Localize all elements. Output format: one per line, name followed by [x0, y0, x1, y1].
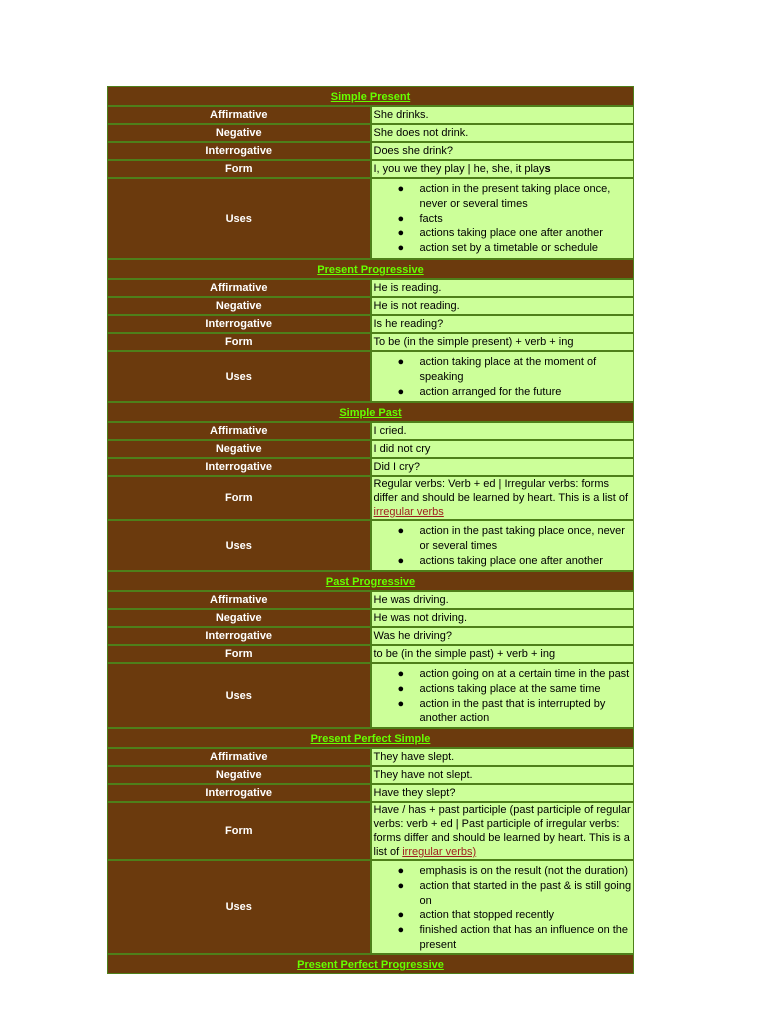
uses-item: ● action in the past that is interrupted by another action — [397, 697, 606, 725]
form-text: Regular verbs: Verb + ed | Irregular verbs: forms differ and should be learned by heart. This is a list of — [373, 478, 629, 504]
interrogative-value: Did I cry? — [371, 458, 635, 476]
affirmative-value: He was driving. — [371, 591, 635, 609]
affirmative-value: She drinks. — [371, 106, 635, 124]
irregular-verbs-link[interactable]: irregular verbs) — [402, 846, 477, 858]
affirmative-value: They have slept. — [371, 748, 635, 766]
uses-item: ● action going on at a certain time in the past — [397, 668, 630, 680]
form-label: Form — [107, 160, 371, 178]
uses-label: Uses — [107, 178, 371, 259]
uses-label: Uses — [107, 860, 371, 954]
bullet-icon: ● — [397, 554, 405, 567]
uses-item: ● facts — [397, 212, 443, 225]
section-title-row — [107, 259, 634, 279]
section-title-link[interactable]: Past Progressive — [325, 576, 416, 588]
uses-item: ● action that started in the past & is still going on — [397, 879, 632, 907]
interrogative-value: Does she drink? — [371, 142, 635, 160]
uses-value — [371, 178, 635, 259]
bullet-icon: ● — [397, 865, 405, 877]
bullet-icon: ● — [397, 227, 405, 240]
interrogative-label: Interrogative — [107, 458, 371, 476]
uses-item: ● action that stopped recently — [397, 909, 555, 922]
negative-value: He was not driving. — [371, 609, 635, 627]
interrogative-label: Interrogative — [107, 627, 371, 645]
section-title-row — [107, 86, 634, 106]
negative-value: They have not slept. — [371, 766, 635, 784]
uses-item: ● action in the past taking place once, never or several times — [397, 525, 625, 552]
uses-item: ● action set by a timetable or schedule — [397, 242, 599, 255]
bullet-icon: ● — [397, 924, 405, 937]
interrogative-label: Interrogative — [107, 142, 371, 160]
section-title-row — [107, 954, 634, 974]
affirmative-label: Affirmative — [107, 748, 371, 766]
affirmative-value: He is reading. — [371, 279, 635, 297]
interrogative-value: Was he driving? — [371, 627, 635, 645]
uses-list — [374, 864, 634, 953]
bullet-icon: ● — [397, 356, 405, 368]
uses-value — [371, 860, 635, 954]
uses-label: Uses — [107, 520, 371, 571]
bullet-icon: ● — [397, 525, 405, 537]
form-bold-ending: s — [544, 163, 551, 175]
affirmative-label: Affirmative — [107, 279, 371, 297]
uses-label: Uses — [107, 351, 371, 402]
uses-item: ● actions taking place one after another — [397, 554, 603, 567]
bullet-icon: ● — [397, 183, 405, 195]
negative-label: Negative — [107, 440, 371, 458]
form-label: Form — [107, 645, 371, 663]
section-title-row — [107, 402, 634, 422]
bullet-icon: ● — [397, 697, 405, 710]
affirmative-label: Affirmative — [107, 106, 371, 124]
uses-item: ● actions taking place at the same time — [397, 682, 601, 695]
negative-label: Negative — [107, 124, 371, 142]
negative-label: Negative — [107, 297, 371, 315]
section-title-link[interactable]: Simple Past — [339, 407, 402, 419]
uses-list — [374, 667, 634, 726]
interrogative-value: Is he reading? — [371, 315, 635, 333]
uses-list — [374, 355, 634, 399]
bullet-icon: ● — [397, 212, 405, 225]
uses-label: Uses — [107, 663, 371, 728]
uses-value — [371, 663, 635, 728]
uses-list — [374, 182, 634, 256]
section-title-link[interactable]: Simple Present — [330, 91, 411, 103]
interrogative-label: Interrogative — [107, 784, 371, 802]
negative-label: Negative — [107, 766, 371, 784]
uses-item: ● action taking place at the moment of speaking — [397, 356, 597, 383]
uses-value — [371, 520, 635, 571]
irregular-verbs-link[interactable]: irregular verbs — [373, 506, 444, 518]
bullet-icon: ● — [397, 682, 405, 695]
interrogative-label: Interrogative — [107, 315, 371, 333]
uses-item: ● action in the present taking place once, never or several times — [397, 183, 611, 210]
form-value: To be (in the simple present) + verb + ing — [371, 333, 635, 351]
form-text: I, you we they play | he, she, it play — [373, 163, 545, 175]
affirmative-value: I cried. — [371, 422, 635, 440]
interrogative-value: Have they slept? — [371, 784, 635, 802]
tenses-sheet — [107, 86, 634, 974]
bullet-icon: ● — [397, 385, 405, 398]
uses-list — [374, 524, 634, 568]
negative-value: He is not reading. — [371, 297, 635, 315]
section-title-row — [107, 728, 634, 748]
section-title-link[interactable]: Present Perfect Progressive — [297, 958, 444, 971]
form-label: Form — [107, 476, 371, 520]
bullet-icon: ● — [397, 242, 405, 255]
bullet-icon: ● — [397, 909, 405, 922]
form-value — [371, 476, 635, 520]
tenses-table — [107, 86, 634, 974]
form-value — [371, 160, 635, 178]
form-label: Form — [107, 802, 371, 860]
form-value: to be (in the simple past) + verb + ing — [371, 645, 635, 663]
uses-item: ● emphasis is on the result (not the duration) — [397, 865, 629, 877]
negative-value: I did not cry — [371, 440, 635, 458]
form-label: Form — [107, 333, 371, 351]
form-text: Have / has + past participle (past participle of regular verbs: verb + ed | Past participle of irregular verbs: forms differ and should be learned by heart. This is a list of — [373, 804, 631, 858]
affirmative-label: Affirmative — [107, 422, 371, 440]
form-value — [371, 802, 635, 860]
bullet-icon: ● — [397, 879, 405, 892]
section-title-link[interactable]: Present Progressive — [317, 264, 424, 276]
affirmative-label: Affirmative — [107, 591, 371, 609]
section-title-link[interactable]: Present Perfect Simple — [310, 733, 431, 745]
uses-value — [371, 351, 635, 402]
uses-item: ● finished action that has an influence on the present — [397, 924, 629, 951]
negative-value: She does not drink. — [371, 124, 635, 142]
uses-item: ● actions taking place one after another — [397, 227, 603, 240]
negative-label: Negative — [107, 609, 371, 627]
bullet-icon: ● — [397, 668, 405, 680]
section-title-row — [107, 571, 634, 591]
uses-item: ● action arranged for the future — [397, 385, 562, 398]
